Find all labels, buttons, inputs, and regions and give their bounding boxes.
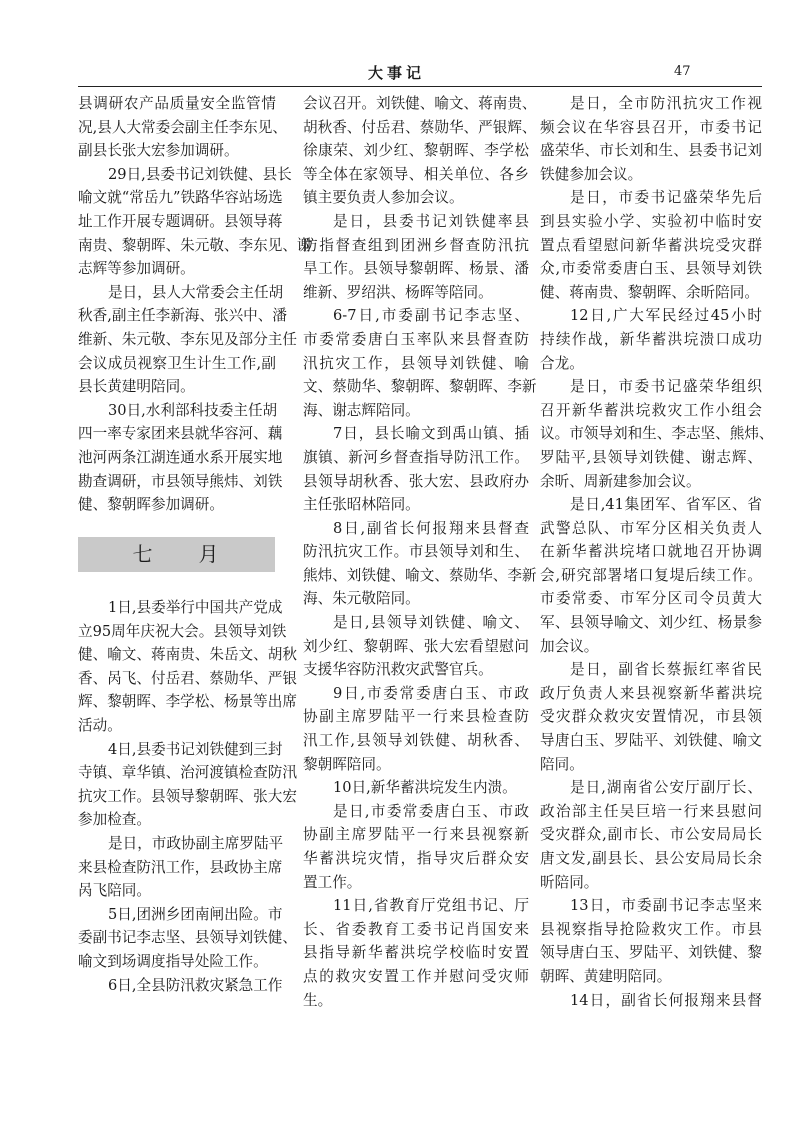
paragraph [78,738,297,832]
text-line: 会,研究部署堵口复堤后续工作。 [540,566,762,584]
text-line: 防汛抗灾工作。市县领导刘和生、 [303,543,529,561]
paragraph [540,776,762,894]
text-line: 是日,市委常委唐白玉、市政 [333,802,529,820]
text-line: 4日,县委书记刘铁健到三封 [108,740,283,758]
text-line: 市委常委、市军分区司令员黄大 [540,590,762,608]
page-number: 47 [674,64,691,79]
text-line: 华蓄洪垸灾情，指导灾后群众安 [303,850,529,867]
text-line: 持续作战，新华蓄洪垸溃口成功 [540,330,762,348]
text-line: 址工作开展专题调研。县领导蒋 [78,212,283,230]
paragraph [303,210,529,304]
paragraph [78,596,297,738]
text-line: 9日,市委常委唐白玉、市政 [333,684,529,702]
paragraph [540,304,762,375]
text-line: 抗灾工作。县领导黎朝晖、张大宏 [78,787,297,805]
column-left-top [78,92,312,517]
paragraph [540,989,762,1013]
text-line: 活动。 [78,716,122,734]
text-line: 县长黄建明陪同。 [78,378,195,396]
text-line: 勘查调研，市县领导熊炜、刘铁 [78,472,283,490]
text-line: 胡秋香、付岳君、蔡勋华、严银辉、 [303,118,537,136]
text-line: 况,县人大常委会副主任李东见、 [78,118,287,136]
text-line: 军、县领导喻文、刘少红、杨景参 [540,614,762,632]
text-line: 频会议在华容县召开，市委书记 [540,118,762,136]
text-line: 6日,全县防汛救灾紧急工作 [108,976,283,994]
text-line: 是日，市委书记盛荣华组织 [570,378,762,396]
text-line: 防指督查组到团洲乡督查防汛抗 [303,236,529,254]
text-line: 四一率专家团来县就华容河、藕 [78,425,283,443]
text-line: 协副主席罗陆平一行来县检查防 [303,708,529,726]
text-line: 是日，全市防汛抗灾工作视 [570,95,762,112]
text-line: 健、黎朝晖参加调研。 [78,496,224,514]
text-line: 市委常委唐白玉率队来县督查防 [303,330,529,348]
text-line: 协副主席罗陆平一行来县视察新 [303,826,529,844]
text-line: 领导唐白玉、罗陆平、刘铁健、黎 [540,944,762,962]
paragraph [303,682,529,776]
text-line: 是日，副省长蔡振红率省民 [570,661,762,679]
text-line: 主任张昭林陪同。 [303,496,420,514]
text-line: 旱工作。县领导黎朝晖、杨景、潘 [303,260,529,278]
text-line: 旗镇、新河乡督查指导防汛工作。 [303,448,529,466]
text-line: 健、喻文、蒋南贵、朱岳文、胡秋 [78,646,297,664]
text-line: 29日,县委书记刘铁健、县长 [108,165,292,183]
paragraph [303,776,529,800]
text-line: 海、谢志辉陪同。 [303,401,420,419]
text-line: 会议成员视察卫生计生工作,副 [78,354,276,372]
text-line: 长、省委教育工委书记肖国安来 [303,920,529,938]
text-line: 政治部主任吴巨培一行来县慰问 [540,802,762,820]
text-line: 朝晖、黄建明陪同。 [540,967,672,985]
text-line: 30日,水利部科技委主任胡 [108,401,278,419]
text-line: 黎朝晖陪同。 [303,755,391,773]
text-line: 合龙。 [540,354,584,372]
text-line: 14日，副省长何报翔来县督 [570,991,762,1009]
text-line: 南贵、黎朝晖、朱元敬、李东见、谢 [78,236,312,254]
text-line: 导唐白玉、罗陆平、刘铁健、喻文 [540,732,762,750]
paragraph [540,186,762,304]
text-line: 文、蔡勋华、黎朝晖、黎朝晖、李新 [303,378,537,396]
text-line: 志辉等参加调研。 [78,260,195,278]
paragraph [78,832,284,903]
text-line: 是日,湖南省公安厅副厅长、 [570,779,762,797]
paragraph [303,894,529,1012]
text-line: 受灾群众救灾安置情况，市县领 [540,708,762,726]
text-line: 县领导胡秋香、张大宏、县政府办 [303,472,529,490]
text-line: 加会议。 [540,637,599,655]
text-line: 参加检查。 [78,811,151,829]
paragraph [540,894,762,988]
running-header-title: 大事记 [367,64,425,82]
paragraph [303,422,529,516]
text-line: 镇主要负责人参加会议。 [303,189,464,207]
text-line: 8日,副省长何报翔来县督查 [333,519,529,537]
text-line: 唐文发,副县长、县公安局局长余 [540,850,762,867]
header-rule [78,86,762,87]
text-line: 熊炜、刘铁健、喻文、蔡勋华、李新 [303,566,537,584]
text-line: 维新、罗绍洪、杨晖等陪同。 [303,283,493,301]
text-line: 汛抗灾工作，县领导刘铁健、喻 [303,354,529,372]
text-line: 11日,省教育厅党组书记、厅 [333,897,529,915]
text-line: 陪同。 [540,755,584,773]
paragraph [78,281,297,399]
text-line: 喻文到场调度指导处险工作。 [78,952,268,970]
text-line: 来县检查防汛工作，县政协主席 [78,858,283,876]
text-line: 10日,新华蓄洪垸发生内溃。 [333,779,517,797]
month-heading: 七 月 [78,537,275,572]
text-line: 盛荣华、市长刘和生、县委书记刘 [540,142,762,160]
text-line: 香、呙飞、付岳君、蔡勋华、严银 [78,669,297,687]
text-line: 是日，县人大常委会主任胡 [108,283,284,301]
text-line: 众,市委常委唐白玉、县领导刘铁 [540,260,762,278]
text-line: 海、朱元敬陪同。 [303,590,420,608]
text-line: 县调研农产品质量安全监管情 [78,95,276,112]
text-line: 等全体在家领导、相关单位、各乡 [303,165,529,183]
text-line: 召开新华蓄洪垸救灾工作小组会 [540,401,762,419]
text-line: 受灾群众,副市长、市公安局局长 [540,826,762,844]
paragraph [303,517,537,611]
text-line: 秋香,副主任李新海、张兴中、潘 [78,307,287,325]
text-line: 刘少红、黎朝晖、张大宏看望慰问 [303,637,529,655]
text-line: 辉、黎朝晖、李学松、杨景等出席 [78,693,297,711]
paragraph [540,375,774,493]
text-line: 县指导新华蓄洪垸学校临时安置 [303,944,529,962]
text-line: 置点看望慰问新华蓄洪垸受灾群 [540,236,762,254]
text-line: 议。市领导刘和生、李志坚、熊炜、 [540,425,774,443]
paragraph [78,974,283,998]
text-line: 7日，县长喻文到禹山镇、插 [333,425,529,443]
text-line: 置工作。 [303,873,362,891]
text-line: 是日,县领导刘铁健、喻文、 [333,614,529,632]
text-line: 寺镇、章华镇、治河渡镇检查防汛 [78,764,297,782]
paragraph [78,903,297,974]
paragraph [78,92,287,163]
column-left-bottom [78,596,297,997]
paragraph [303,611,529,682]
text-line: 生。 [303,991,333,1009]
text-line: 支援华容防汛救灾武警官兵。 [303,661,493,679]
paragraph [303,92,537,210]
text-line: 委副书记李志坚、县领导刘铁健、 [78,929,297,947]
text-line: 铁健参加会议。 [540,165,643,183]
text-line: 健、蒋南贵、黎朝晖、余昕陪同。 [540,283,759,301]
text-line: 汛工作,县领导刘铁健、胡秋香、 [303,732,529,750]
paragraph [540,92,762,186]
text-line: 昕陪同。 [540,873,599,891]
text-line: 1日,县委举行中国共产党成 [108,599,283,616]
text-line: 到县实验小学、实验初中临时安 [540,212,762,230]
text-line: 立95周年庆祝大会。县领导刘铁 [78,622,287,640]
text-line: 5日,团洲乡团南闸出险。市 [108,905,283,923]
text-line: 是日,41集团军、省军区、省 [570,496,762,514]
text-line: 喻文就“常岳九”铁路华容站场选 [78,189,283,207]
text-line: 副县长张大宏参加调研。 [78,142,239,160]
text-line: 是日，市政协副主席罗陆平 [108,834,284,852]
text-line: 6-7日,市委副书记李志坚、 [333,307,529,325]
text-line: 点的救灾安置工作并慰问受灾师 [303,967,529,985]
paragraph [78,163,312,281]
text-line: 县视察指导抢险救灾工作。市县 [540,920,762,938]
text-line: 13日，市委副书记李志坚来 [570,897,762,915]
text-line: 12日,广大军民经过45小时 [570,307,762,325]
text-line: 池河两条江湖连通水系开展实地 [78,448,283,466]
column-middle [303,92,537,1012]
paragraph [303,800,529,894]
text-line: 是日，市委书记盛荣华先后 [570,189,762,207]
text-line: 余昕、周新建参加会议。 [540,472,701,490]
paragraph [540,493,762,658]
paragraph [303,304,537,422]
text-line: 罗陆平,县领导刘铁健、谢志辉、 [540,448,762,466]
text-line: 徐康荣、刘少红、黎朝晖、李学松 [303,142,529,160]
text-line: 政厅负责人来县视察新华蓄洪垸 [540,684,762,702]
text-line: 会议召开。刘铁健、喻文、蒋南贵、 [303,95,537,112]
text-line: 维新、朱元敬、李东见及部分主任 [78,330,297,348]
column-right [540,92,774,1012]
text-line: 武警总队、市军分区相关负责人 [540,519,762,537]
paragraph [540,658,762,776]
text-line: 在新华蓄洪垸堵口就地召开协调 [540,543,762,561]
paragraph [78,399,283,517]
text-line: 呙飞陪同。 [78,882,151,900]
text-line: 是日，县委书记刘铁健率县 [333,212,529,230]
